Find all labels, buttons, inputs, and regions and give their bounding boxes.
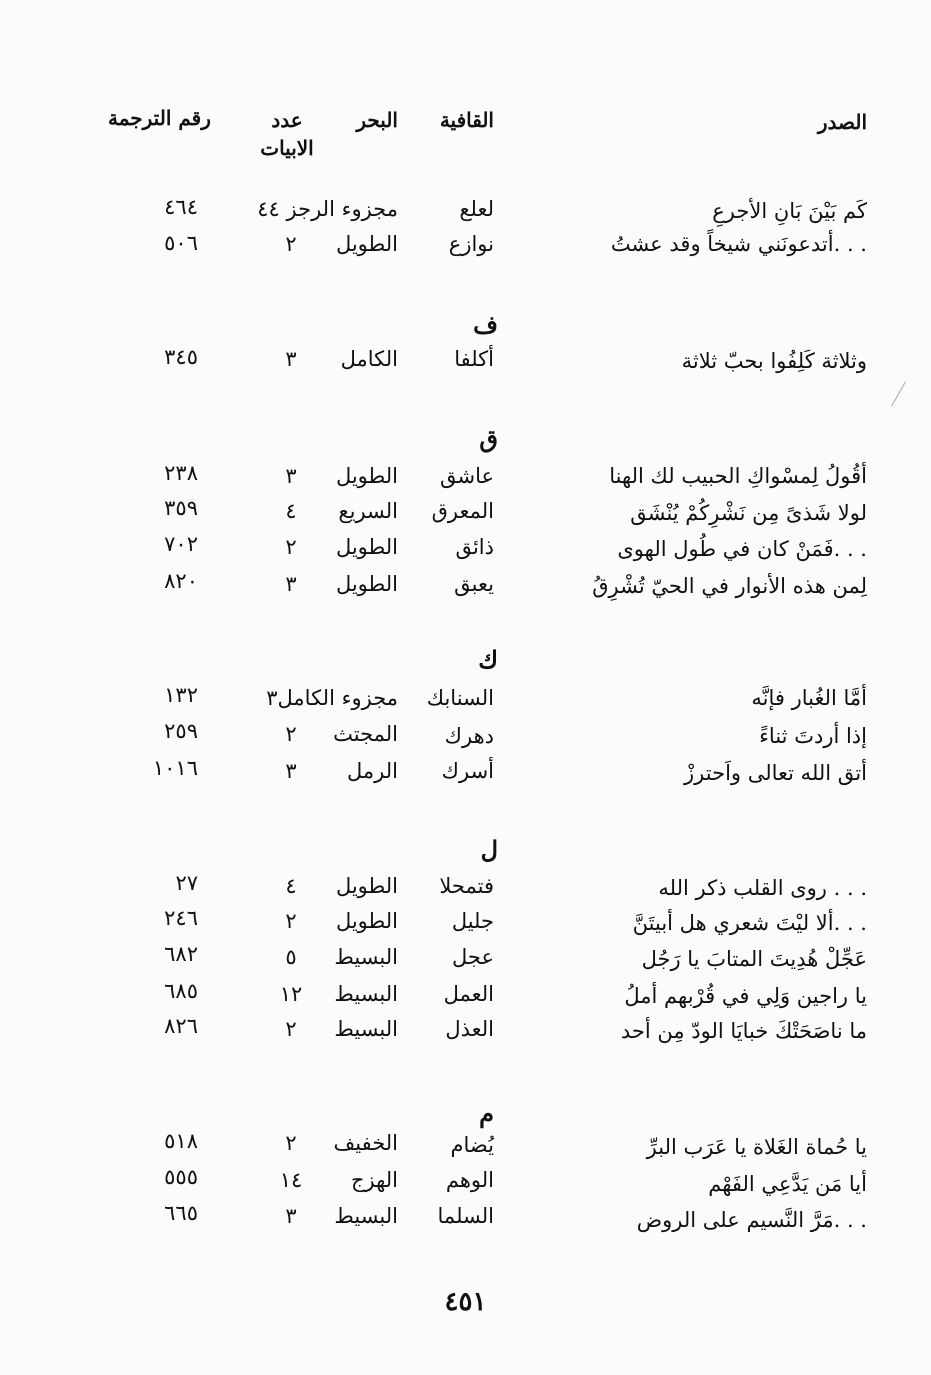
verse-bahr: الرمل	[347, 759, 398, 783]
verse-bahr: الطويل	[335, 874, 398, 898]
verse-bahr: البسيط	[334, 1017, 398, 1041]
verse-tarjama: ٥٠٦	[164, 231, 198, 255]
verse-count: ٣	[285, 347, 297, 371]
verse-count: ٢	[285, 909, 297, 933]
header-tarjama: رقم الترجمة	[108, 106, 211, 130]
verse-sadr: روى القلب ذكر الله . . .	[658, 876, 867, 900]
verse-qafiya: أسرك	[441, 759, 494, 783]
verse-count: ١٤	[279, 1168, 303, 1192]
verse-count: ١٢	[279, 982, 303, 1006]
verse-bahr: الكامل	[340, 347, 398, 371]
verse-tarjama: ٦٨٥	[164, 979, 198, 1003]
verse-count: ٣	[285, 759, 297, 783]
verse-bahr: الخفيف	[333, 1131, 398, 1155]
verse-qafiya: جليل	[451, 909, 494, 933]
verse-tarjama: ١٣٢	[164, 683, 198, 707]
section-letter: ق	[479, 424, 498, 453]
verse-sadr: أيا مَن يَدَّعِي الفَهْم	[708, 1172, 867, 1196]
verse-bahr: البسيط	[334, 945, 398, 969]
verse-qafiya: دهرك	[444, 724, 494, 748]
verse-sadr: مَرَّ النَّسيم على الروض. . .	[636, 1208, 867, 1232]
verse-sadr: كَم بَيْنَ بَانِ الأجرعِ	[712, 199, 867, 223]
verse-count: ٥	[285, 945, 297, 969]
section-letter: ك	[478, 645, 498, 674]
header-count: عدد الابيات	[260, 108, 314, 160]
verse-bahr: مجزوء الكامل٣	[266, 686, 398, 710]
header-sadr: الصدر	[817, 110, 867, 134]
verse-tarjama: ٧٠٢	[164, 532, 198, 556]
verse-count: ٢	[285, 722, 297, 746]
verse-qafiya: الوهم	[445, 1168, 494, 1192]
verse-tarjama: ٨٢٦	[164, 1014, 198, 1038]
verse-tarjama: ٢٤٦	[164, 906, 198, 930]
verse-sadr: ما ناصَحَتْكَ خبايَا الودّ مِن أحد	[620, 1019, 867, 1043]
verse-tarjama: ٢٥٩	[164, 719, 198, 743]
verse-sadr: يا راجين وَلِي في قُرْبهم أملُ	[624, 984, 867, 1008]
verse-qafiya: يعبق	[454, 572, 494, 596]
verse-bahr: الطويل	[335, 464, 398, 488]
verse-qafiya: السلما	[437, 1204, 494, 1228]
verse-sadr: إذا أردتَ ثناءً	[759, 724, 867, 748]
verse-qafiya: يُضام	[450, 1133, 494, 1157]
verse-sadr: أتق الله تعالى واَحترزْ	[684, 761, 867, 785]
verse-qafiya: أكلفا	[454, 347, 494, 371]
verse-count: ٢	[285, 535, 297, 559]
verse-tarjama: ٥٥٥	[164, 1165, 198, 1189]
verse-count: ٤	[285, 874, 297, 898]
section-letter: م	[479, 1099, 494, 1128]
verse-tarjama: ١٠١٦	[152, 756, 198, 780]
verse-tarjama: ٢٧	[175, 871, 198, 895]
verse-bahr: الهزج	[350, 1168, 398, 1192]
verse-sadr: لِمن هذه الأنوار في الحيّ تُشْرِقُ	[592, 574, 867, 598]
header-qafiya: القافية	[439, 108, 494, 132]
verse-qafiya: العمل	[443, 982, 494, 1006]
verse-tarjama: ٥١٨	[164, 1129, 198, 1153]
verse-qafiya: عجل	[452, 945, 494, 969]
scan-mark	[891, 382, 906, 407]
verse-sadr: ألا ليْتَ شعري هل أبيتَنَّ. . .	[632, 911, 867, 935]
verse-bahr: الطويل	[335, 232, 398, 256]
page-number: ٤٥١	[444, 1287, 487, 1317]
verse-qafiya: السنابك	[426, 686, 494, 710]
section-letter: ل	[480, 835, 498, 864]
verse-bahr: البسيط	[334, 1204, 398, 1228]
verse-tarjama: ٦٦٥	[164, 1201, 198, 1225]
verse-sadr: لولا شَذىً مِن نَشْرِكُمْ يُنْشَق	[630, 501, 867, 525]
verse-count: ٢	[285, 232, 297, 256]
verse-sadr: عَجِّلْ هُدِيتَ المتابَ يا رَجُل	[641, 947, 867, 971]
verse-count: ٣	[285, 464, 297, 488]
verse-qafiya: العذل	[445, 1017, 494, 1041]
verse-tarjama: ٨٢٠	[164, 569, 198, 593]
verse-tarjama: ٤٦٤	[164, 195, 198, 219]
verse-tarjama: ٢٣٨	[164, 461, 198, 485]
verse-qafiya: نوازع	[448, 232, 494, 256]
verse-tarjama: ٣٤٥	[164, 345, 198, 369]
verse-bahr: الطويل	[335, 909, 398, 933]
section-letter: ف	[473, 310, 498, 339]
verse-bahr: الطويل	[335, 572, 398, 596]
verse-count: ٣	[285, 572, 297, 596]
verse-qafiya: عاشق	[439, 464, 494, 488]
header-bahr: البحر	[356, 108, 398, 132]
verse-sadr: فَمَنْ كان في طُول الهوى. . .	[617, 537, 867, 561]
verse-qafiya: المعرق	[431, 499, 494, 523]
verse-qafiya: فتمحلا	[439, 874, 494, 898]
verse-bahr: الطويل	[335, 535, 398, 559]
verse-qafiya: لعلع	[459, 197, 494, 221]
verse-tarjama: ٣٥٩	[164, 496, 198, 520]
verse-count: ٢	[285, 1131, 297, 1155]
verse-sadr: يا حُماة الغَلاة يا عَرَب البرِّ	[646, 1135, 867, 1159]
verse-count: ٤	[285, 499, 297, 523]
verse-sadr: أقُولُ لِمسْواكِ الحبيب لك الهنا	[609, 464, 867, 488]
verse-sadr: أمَّا الغُبار فإنَّه	[751, 686, 867, 710]
verse-bahr: البسيط	[334, 982, 398, 1006]
verse-bahr: السريع	[338, 499, 398, 523]
verse-tarjama: ٦٨٢	[164, 942, 198, 966]
verse-sadr: أتدعونَني شيخاً وقد عشتُ. . .	[610, 232, 867, 256]
verse-count: ٣	[285, 1204, 297, 1228]
verse-bahr: المجتث	[333, 722, 398, 746]
verse-sadr: وثلاثة كَلِفُوا بحبّ ثلاثة	[681, 349, 867, 373]
verse-count: ٢	[285, 1017, 297, 1041]
verse-qafiya: ذائق	[455, 535, 494, 559]
verse-bahr: مجزوء الرجز ٤٤	[257, 197, 398, 221]
